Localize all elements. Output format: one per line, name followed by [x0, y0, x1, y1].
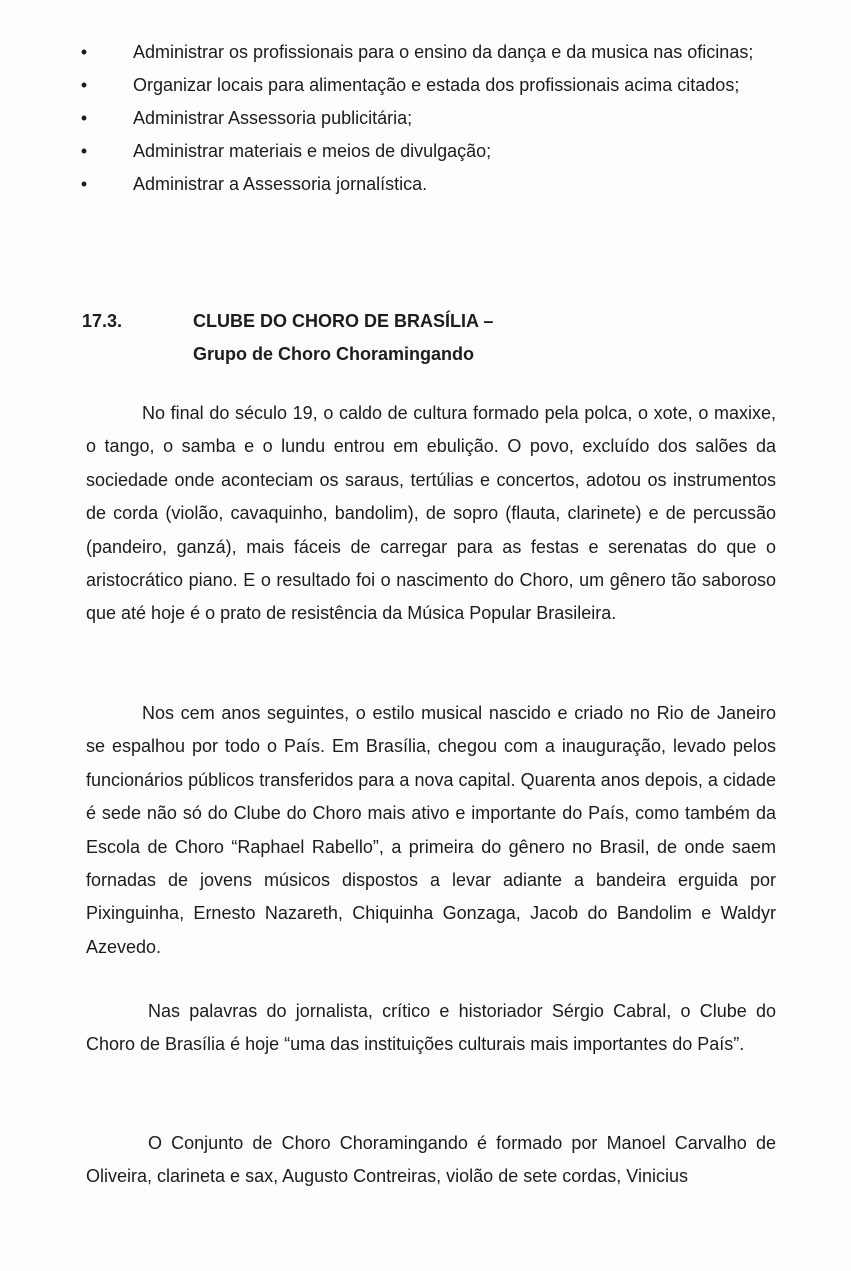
list-item: [70, 102, 770, 135]
list-item: [70, 135, 770, 168]
bullet-icon: •: [80, 141, 88, 161]
bullet-icon: •: [80, 108, 88, 128]
bullet-text: Administrar materiais e meios de divulgação;: [133, 141, 492, 161]
bullet-icon: •: [80, 42, 88, 62]
paragraph: Nos cem anos seguintes, o estilo musical nascido e criado no Rio de Janeiro se espalhou por todo o País. Em Brasília, chegou com a inauguração, levado pelos funcionários públicos transferidos para a nova capital. Quarenta anos depois, a cidade é sede não só do Clube do Choro mais ativo e importante do País, como também da Escola de Choro “Raphael Rabello”, a primeira do gênero no Brasil, de onde saem fornadas de jovens músicos dispostos a levar adiante a bandeira erguida por Pixinguinha, Ernesto Nazareth, Chiquinha Gonzaga, Jacob do Bandolim e Waldyr Azevedo.: [86, 703, 776, 957]
paragraph: O Conjunto de Choro Choramingando é formado por Manoel Carvalho de Oliveira, clarineta e sax, Augusto Contreiras, violão de sete cordas, Vinicius: [86, 1133, 776, 1187]
section-subtitle: Grupo de Choro Choramingando: [193, 344, 474, 364]
bullet-icon: •: [80, 75, 88, 95]
section-number: 17.3.: [82, 311, 123, 331]
bullet-list: [70, 36, 770, 201]
list-item: [70, 69, 770, 102]
list-item: [70, 168, 770, 201]
bullet-text: Administrar a Assessoria jornalística.: [133, 174, 428, 194]
paragraph: Nas palavras do jornalista, crítico e historiador Sérgio Cabral, o Clube do Choro de Brasília é hoje “uma das instituições culturais mais importantes do País”.: [86, 1001, 776, 1055]
bullet-text: Administrar Assessoria publicitária;: [133, 108, 413, 128]
bullet-text: Organizar locais para alimentação e estada dos profissionais acima citados;: [133, 75, 740, 95]
paragraph: No final do século 19, o caldo de cultura formado pela polca, o xote, o maxixe, o tango, o samba e o lundu entrou em ebulição. O povo, excluído dos salões da sociedade onde aconteciam os saraus, tertúlias e concertos, adotou os instrumentos de corda (violão, cavaquinho, bandolim), de sopro (flauta, clarinete) e de percussão (pandeiro, ganzá), mais fáceis de carregar para as festas e serenatas do que o aristocrático piano. E o resultado foi o nascimento do Choro, um gênero tão saboroso que até hoje é o prato de resistência da Música Popular Brasileira.: [86, 403, 776, 624]
bullet-text: Administrar os profissionais para o ensino da dança e da musica nas oficinas;: [133, 42, 754, 62]
bullet-icon: •: [80, 174, 88, 194]
list-item: [70, 36, 770, 69]
section-title: CLUBE DO CHORO DE BRASÍLIA –: [193, 311, 494, 331]
